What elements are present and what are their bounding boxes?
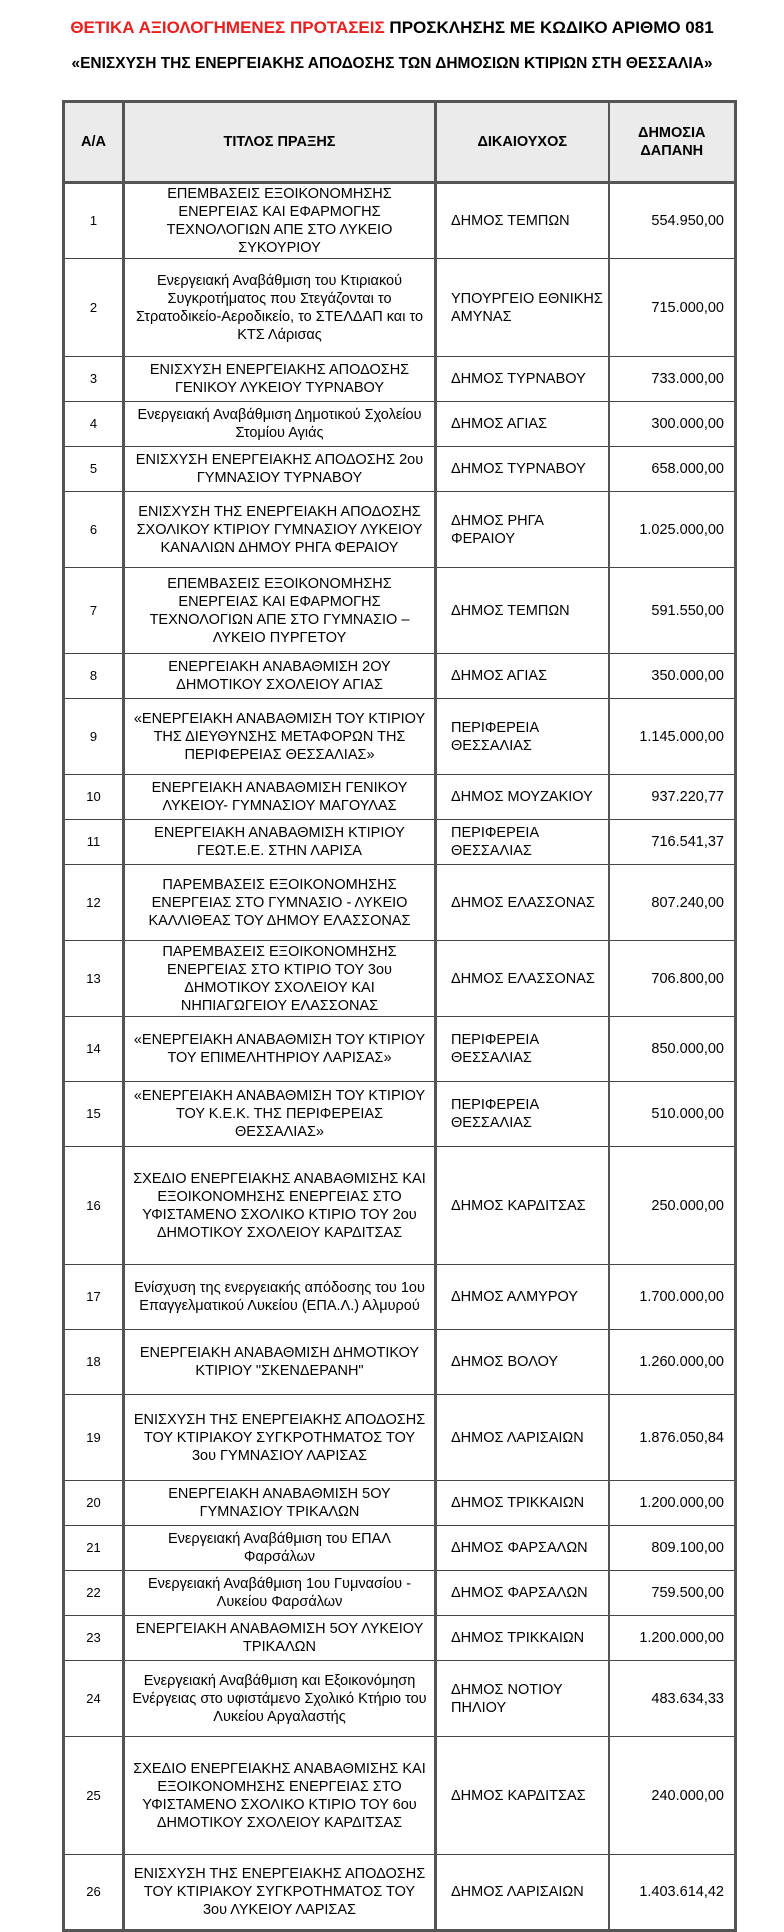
table-row (64, 568, 736, 654)
row-title: ΣΧΕΔΙΟ ΕΝΕΡΓΕΙΑΚΗΣ ΑΝΑΒΑΘΜΙΣΗΣ ΚΑΙ ΕΞΟΙΚΟΝΟΜΗΣΗΣ ΕΝΕΡΓΕΙΑΣ ΣΤΟ ΥΦΙΣΤΑΜΕΝΟ ΣΧΟΛΙΚΟ ΚΤΙΡΙΟ ΤΟΥ 2ου ΔΗΜΟΤΙΚΟΥ ΣΧΟΛΕΙΟΥ ΚΑΡΔΙΤΣΑΣ (124, 1147, 436, 1265)
row-title: Ενεργειακή Αναβάθμιση του Κτιριακού Συγκροτήματος που Στεγάζονται το Στρατοδικείο-Αεροδικείο, το ΣΤΕΛΔΑΠ και το ΚΤΣ Λάρισας (124, 259, 436, 357)
table-row (64, 820, 736, 865)
row-amount: 300.000,00 (609, 402, 736, 447)
table-row (64, 1082, 736, 1147)
col-header-title: ΤΙΤΛΟΣ ΠΡΑΞΗΣ (124, 102, 436, 183)
col-header-aa: Α/Α (64, 102, 124, 183)
row-beneficiary: ΔΗΜΟΣ ΛΑΡΙΣΑΙΩΝ (436, 1855, 609, 1931)
row-number: 20 (64, 1481, 124, 1526)
table-row (64, 699, 736, 775)
table-row (64, 1526, 736, 1571)
row-beneficiary: ΔΗΜΟΣ ΛΑΡΙΣΑΙΩΝ (436, 1395, 609, 1481)
table-row (64, 1737, 736, 1855)
row-beneficiary: ΔΗΜΟΣ ΤΥΡΝΑΒΟΥ (436, 357, 609, 402)
row-number: 21 (64, 1526, 124, 1571)
row-amount: 1.145.000,00 (609, 699, 736, 775)
row-beneficiary: ΔΗΜΟΣ ΕΛΑΣΣΟΝΑΣ (436, 941, 609, 1017)
row-title: ΕΠΕΜΒΑΣΕΙΣ ΕΞΟΙΚΟΝΟΜΗΣΗΣ ΕΝΕΡΓΕΙΑΣ ΚΑΙ ΕΦΑΡΜΟΓΗΣ ΤΕΧΝΟΛΟΓΙΩΝ ΑΠΕ ΣΤΟ ΓΥΜΝΑΣΙΟ – ΛΥΚΕΙΟ ΠΥΡΓΕΤΟΥ (124, 568, 436, 654)
row-amount: 350.000,00 (609, 654, 736, 699)
row-title: «ΕΝΕΡΓΕΙΑΚΗ ΑΝΑΒΑΘΜΙΣΗ ΤΟΥ ΚΤΙΡΙΟΥ ΤΗΣ ΔΙΕΥΘΥΝΣΗΣ ΜΕΤΑΦΟΡΩΝ ΤΗΣ ΠΕΡΙΦΕΡΕΙΑΣ ΘΕΣΣΑΛΙΑΣ» (124, 699, 436, 775)
row-number: 24 (64, 1661, 124, 1737)
table-body (64, 183, 736, 1931)
table-row (64, 1330, 736, 1395)
table-row (64, 1481, 736, 1526)
row-number: 4 (64, 402, 124, 447)
row-beneficiary: ΠΕΡΙΦΕΡΕΙΑ ΘΕΣΣΑΛΙΑΣ (436, 1082, 609, 1147)
table-header-row (64, 102, 736, 183)
row-title: Ενεργειακή Αναβάθμιση του ΕΠΑΛ Φαρσάλων (124, 1526, 436, 1571)
row-title: ΣΧΕΔΙΟ ΕΝΕΡΓΕΙΑΚΗΣ ΑΝΑΒΑΘΜΙΣΗΣ ΚΑΙ ΕΞΟΙΚΟΝΟΜΗΣΗΣ ΕΝΕΡΓΕΙΑΣ ΣΤΟ ΥΦΙΣΤΑΜΕΝΟ ΣΧΟΛΙΚΟ ΚΤΙΡΙΟ ΤΟΥ 6ου ΔΗΜΟΤΙΚΟΥ ΣΧΟΛΕΙΟΥ ΚΑΡΔΙΤΣΑΣ (124, 1737, 436, 1855)
row-amount: 706.800,00 (609, 941, 736, 1017)
row-amount: 483.634,33 (609, 1661, 736, 1737)
row-beneficiary: ΔΗΜΟΣ ΤΕΜΠΩΝ (436, 183, 609, 259)
row-amount: 591.550,00 (609, 568, 736, 654)
row-amount: 250.000,00 (609, 1147, 736, 1265)
table-row (64, 183, 736, 259)
row-number: 3 (64, 357, 124, 402)
row-amount: 1.200.000,00 (609, 1481, 736, 1526)
row-amount: 759.500,00 (609, 1571, 736, 1616)
table-row (64, 259, 736, 357)
row-number: 18 (64, 1330, 124, 1395)
row-title: ΕΝΕΡΓΕΙΑΚΗ ΑΝΑΒΑΘΜΙΣΗ ΔΗΜΟΤΙΚΟΥ ΚΤΙΡΙΟΥ "ΣΚΕΝΔΕΡΑΝΗ" (124, 1330, 436, 1395)
row-title: ΕΝΕΡΓΕΙΑΚΗ ΑΝΑΒΑΘΜΙΣΗ 5ΟΥ ΓΥΜΝΑΣΙΟΥ ΤΡΙΚΑΛΩΝ (124, 1481, 436, 1526)
row-beneficiary: ΔΗΜΟΣ ΤΡΙΚΚΑΙΩΝ (436, 1616, 609, 1661)
row-title: ΠΑΡΕΜΒΑΣΕΙΣ ΕΞΟΙΚΟΝΟΜΗΣΗΣ ΕΝΕΡΓΕΙΑΣ ΣΤΟ ΓΥΜΝΑΣΙΟ - ΛΥΚΕΙΟ ΚΑΛΛΙΘΕΑΣ ΤΟΥ ΔΗΜΟΥ ΕΛΑΣΣΟΝΑΣ (124, 865, 436, 941)
row-beneficiary: ΔΗΜΟΣ ΕΛΑΣΣΟΝΑΣ (436, 865, 609, 941)
row-title: ΕΝΙΣΧΥΣΗ ΤΗΣ ΕΝΕΡΓΕΙΑΚΗΣ ΑΠΟΔΟΣΗΣ ΤΟΥ ΚΤΙΡΙΑΚΟΥ ΣΥΓΚΡΟΤΗΜΑΤΟΣ ΤΟΥ 3ου ΓΥΜΝΑΣΙΟΥ ΛΑΡΙΣΑΣ (124, 1395, 436, 1481)
row-number: 25 (64, 1737, 124, 1855)
row-beneficiary: ΠΕΡΙΦΕΡΕΙΑ ΘΕΣΣΑΛΙΑΣ (436, 699, 609, 775)
row-number: 16 (64, 1147, 124, 1265)
row-number: 7 (64, 568, 124, 654)
row-beneficiary: ΠΕΡΙΦΕΡΕΙΑ ΘΕΣΣΑΛΙΑΣ (436, 1017, 609, 1082)
row-beneficiary: ΔΗΜΟΣ ΦΑΡΣΑΛΩΝ (436, 1571, 609, 1616)
row-beneficiary: ΔΗΜΟΣ ΚΑΡΔΙΤΣΑΣ (436, 1737, 609, 1855)
row-amount: 1.025.000,00 (609, 492, 736, 568)
row-amount: 716.541,37 (609, 820, 736, 865)
row-beneficiary: ΔΗΜΟΣ ΑΛΜΥΡΟΥ (436, 1265, 609, 1330)
row-number: 26 (64, 1855, 124, 1931)
row-amount: 240.000,00 (609, 1737, 736, 1855)
row-beneficiary: ΔΗΜΟΣ ΒΟΛΟΥ (436, 1330, 609, 1395)
row-title: ΕΝΙΣΧΥΣΗ ΕΝΕΡΓΕΙΑΚΗΣ ΑΠΟΔΟΣΗΣ 2ου ΓΥΜΝΑΣΙΟΥ ΤΥΡΝΑΒΟΥ (124, 447, 436, 492)
row-beneficiary: ΠΕΡΙΦΕΡΕΙΑ ΘΕΣΣΑΛΙΑΣ (436, 820, 609, 865)
row-number: 14 (64, 1017, 124, 1082)
col-header-amount: ΔΗΜΟΣΙΑ ΔΑΠΑΝΗ (609, 102, 736, 183)
page-title-black: ΠΡΟΣΚΛΗΣΗΣ ΜΕ ΚΩΔΙΚΟ ΑΡΙΘΜΟ 081 (384, 18, 714, 37)
table-row (64, 447, 736, 492)
row-title: Ενεργειακή Αναβάθμιση Δημοτικού Σχολείου Στομίου Αγιάς (124, 402, 436, 447)
table-row (64, 1147, 736, 1265)
row-number: 22 (64, 1571, 124, 1616)
page-title-red: ΘΕΤΙΚΑ ΑΞΙΟΛΟΓΗΜΕΝΕΣ ΠΡΟΤΑΣΕΙΣ (70, 18, 385, 37)
row-title: ΕΝΕΡΓΕΙΑΚΗ ΑΝΑΒΑΘΜΙΣΗ ΚΤΙΡΙΟΥ ΓΕΩΤ.Ε.Ε. ΣΤΗΝ ΛΑΡΙΣΑ (124, 820, 436, 865)
table-row (64, 1017, 736, 1082)
row-title: ΕΠΕΜΒΑΣΕΙΣ ΕΞΟΙΚΟΝΟΜΗΣΗΣ ΕΝΕΡΓΕΙΑΣ ΚΑΙ ΕΦΑΡΜΟΓΗΣ ΤΕΧΝΟΛΟΓΙΩΝ ΑΠΕ ΣΤΟ ΛΥΚΕΙΟ ΣΥΚΟΥΡΙΟΥ (124, 183, 436, 259)
row-number: 9 (64, 699, 124, 775)
row-title: «ΕΝΕΡΓΕΙΑΚΗ ΑΝΑΒΑΘΜΙΣΗ ΤΟΥ ΚΤΙΡΙΟΥ ΤΟΥ ΕΠΙΜΕΛΗΤΗΡΙΟΥ ΛΑΡΙΣΑΣ» (124, 1017, 436, 1082)
table-row (64, 775, 736, 820)
row-number: 15 (64, 1082, 124, 1147)
row-amount: 1.200.000,00 (609, 1616, 736, 1661)
row-title: Ενίσχυση της ενεργειακής απόδοσης του 1ου Επαγγελματικού Λυκείου (ΕΠΑ.Λ.) Αλμυρού (124, 1265, 436, 1330)
row-amount: 809.100,00 (609, 1526, 736, 1571)
row-number: 10 (64, 775, 124, 820)
row-beneficiary: ΔΗΜΟΣ ΜΟΥΖΑΚΙΟΥ (436, 775, 609, 820)
row-amount: 937.220,77 (609, 775, 736, 820)
row-amount: 1.260.000,00 (609, 1330, 736, 1395)
row-amount: 1.700.000,00 (609, 1265, 736, 1330)
table-row (64, 1265, 736, 1330)
row-beneficiary: ΔΗΜΟΣ ΦΑΡΣΑΛΩΝ (436, 1526, 609, 1571)
table-row (64, 941, 736, 1017)
row-title: «ΕΝΕΡΓΕΙΑΚΗ ΑΝΑΒΑΘΜΙΣΗ ΤΟΥ ΚΤΙΡΙΟΥ ΤΟΥ Κ.Ε.Κ. ΤΗΣ ΠΕΡΙΦΕΡΕΙΑΣ ΘΕΣΣΑΛΙΑΣ» (124, 1082, 436, 1147)
row-number: 5 (64, 447, 124, 492)
proposals-table (62, 100, 737, 1932)
table-row (64, 1571, 736, 1616)
row-amount: 807.240,00 (609, 865, 736, 941)
row-title: ΕΝΙΣΧΥΣΗ ΤΗΣ ΕΝΕΡΓΕΙΑΚΗΣ ΑΠΟΔΟΣΗΣ ΤΟΥ ΚΤΙΡΙΑΚΟΥ ΣΥΓΚΡΟΤΗΜΑΤΟΣ ΤΟΥ 3ου ΛΥΚΕΙΟΥ ΛΑΡΙΣΑΣ (124, 1855, 436, 1931)
table-row (64, 1661, 736, 1737)
row-title: ΕΝΕΡΓΕΙΑΚΗ ΑΝΑΒΑΘΜΙΣΗ 2ΟΥ ΔΗΜΟΤΙΚΟΥ ΣΧΟΛΕΙΟΥ ΑΓΙΑΣ (124, 654, 436, 699)
row-amount: 658.000,00 (609, 447, 736, 492)
table-row (64, 492, 736, 568)
row-title: ΕΝΕΡΓΕΙΑΚΗ ΑΝΑΒΑΘΜΙΣΗ 5ΟΥ ΛΥΚΕΙΟΥ ΤΡΙΚΑΛΩΝ (124, 1616, 436, 1661)
row-beneficiary: ΔΗΜΟΣ ΡΗΓΑ ΦΕΡΑΙΟΥ (436, 492, 609, 568)
table-row (64, 1855, 736, 1931)
row-title: ΕΝΙΣΧΥΣΗ ΕΝΕΡΓΕΙΑΚΗΣ ΑΠΟΔΟΣΗΣ ΓΕΝΙΚΟΥ ΛΥΚΕΙΟΥ ΤΥΡΝΑΒΟΥ (124, 357, 436, 402)
page-title (0, 18, 784, 38)
row-number: 19 (64, 1395, 124, 1481)
row-amount: 715.000,00 (609, 259, 736, 357)
row-beneficiary: ΔΗΜΟΣ ΝΟΤΙΟΥ ΠΗΛΙΟΥ (436, 1661, 609, 1737)
row-amount: 1.403.614,42 (609, 1855, 736, 1931)
page-subtitle: «ΕΝΙΣΧΥΣΗ ΤΗΣ ΕΝΕΡΓΕΙΑΚΗΣ ΑΠΟΔΟΣΗΣ ΤΩΝ ΔΗΜΟΣΙΩΝ ΚΤΙΡΙΩΝ ΣΤΗ ΘΕΣΣΑΛΙΑ» (71, 55, 713, 72)
row-beneficiary: ΔΗΜΟΣ ΤΕΜΠΩΝ (436, 568, 609, 654)
row-beneficiary: ΔΗΜΟΣ ΑΓΙΑΣ (436, 654, 609, 699)
row-amount: 733.000,00 (609, 357, 736, 402)
row-number: 6 (64, 492, 124, 568)
row-beneficiary: ΔΗΜΟΣ ΑΓΙΑΣ (436, 402, 609, 447)
row-amount: 510.000,00 (609, 1082, 736, 1147)
table-row (64, 357, 736, 402)
col-header-beneficiary: ΔΙΚΑΙΟΥΧΟΣ (436, 102, 609, 183)
table-row (64, 402, 736, 447)
row-beneficiary: ΥΠΟΥΡΓΕΙΟ ΕΘΝΙΚΗΣ ΑΜΥΝΑΣ (436, 259, 609, 357)
table-row (64, 865, 736, 941)
table-row (64, 1395, 736, 1481)
row-number: 2 (64, 259, 124, 357)
row-number: 11 (64, 820, 124, 865)
row-title: ΠΑΡΕΜΒΑΣΕΙΣ ΕΞΟΙΚΟΝΟΜΗΣΗΣ ΕΝΕΡΓΕΙΑΣ ΣΤΟ ΚΤΙΡΙΟ ΤΟΥ 3ου ΔΗΜΟΤΙΚΟΥ ΣΧΟΛΕΙΟΥ ΚΑΙ ΝΗΠΙΑΓΩΓΕΙΟΥ ΕΛΑΣΣΟΝΑΣ (124, 941, 436, 1017)
table-row (64, 1616, 736, 1661)
row-amount: 850.000,00 (609, 1017, 736, 1082)
row-beneficiary: ΔΗΜΟΣ ΚΑΡΔΙΤΣΑΣ (436, 1147, 609, 1265)
row-title: ΕΝΕΡΓΕΙΑΚΗ ΑΝΑΒΑΘΜΙΣΗ ΓΕΝΙΚΟΥ ΛΥΚΕΙΟΥ- ΓΥΜΝΑΣΙΟΥ ΜΑΓΟΥΛΑΣ (124, 775, 436, 820)
row-number: 8 (64, 654, 124, 699)
row-number: 13 (64, 941, 124, 1017)
row-number: 12 (64, 865, 124, 941)
row-number: 17 (64, 1265, 124, 1330)
row-number: 23 (64, 1616, 124, 1661)
row-beneficiary: ΔΗΜΟΣ ΤΥΡΝΑΒΟΥ (436, 447, 609, 492)
row-title: ΕΝΙΣΧΥΣΗ ΤΗΣ ΕΝΕΡΓΕΙΑΚΗ ΑΠΟΔΟΣΗΣ ΣΧΟΛΙΚΟΥ ΚΤΙΡΙΟΥ ΓΥΜΝΑΣΙΟΥ ΛΥΚΕΙΟΥ ΚΑΝΑΛΙΩΝ ΔΗΜΟΥ ΡΗΓΑ ΦΕΡΑΙΟΥ (124, 492, 436, 568)
row-amount: 554.950,00 (609, 183, 736, 259)
row-title: Ενεργειακή Αναβάθμιση και Εξοικονόμηση Ενέργειας στο υφιστάμενο Σχολικό Κτήριο του Λυκείου Αργαλαστής (124, 1661, 436, 1737)
row-title: Ενεργειακή Αναβάθμιση 1ου Γυμνασίου - Λυκείου Φαρσάλων (124, 1571, 436, 1616)
row-amount: 1.876.050,84 (609, 1395, 736, 1481)
table-row (64, 654, 736, 699)
row-number: 1 (64, 183, 124, 259)
row-beneficiary: ΔΗΜΟΣ ΤΡΙΚΚΑΙΩΝ (436, 1481, 609, 1526)
